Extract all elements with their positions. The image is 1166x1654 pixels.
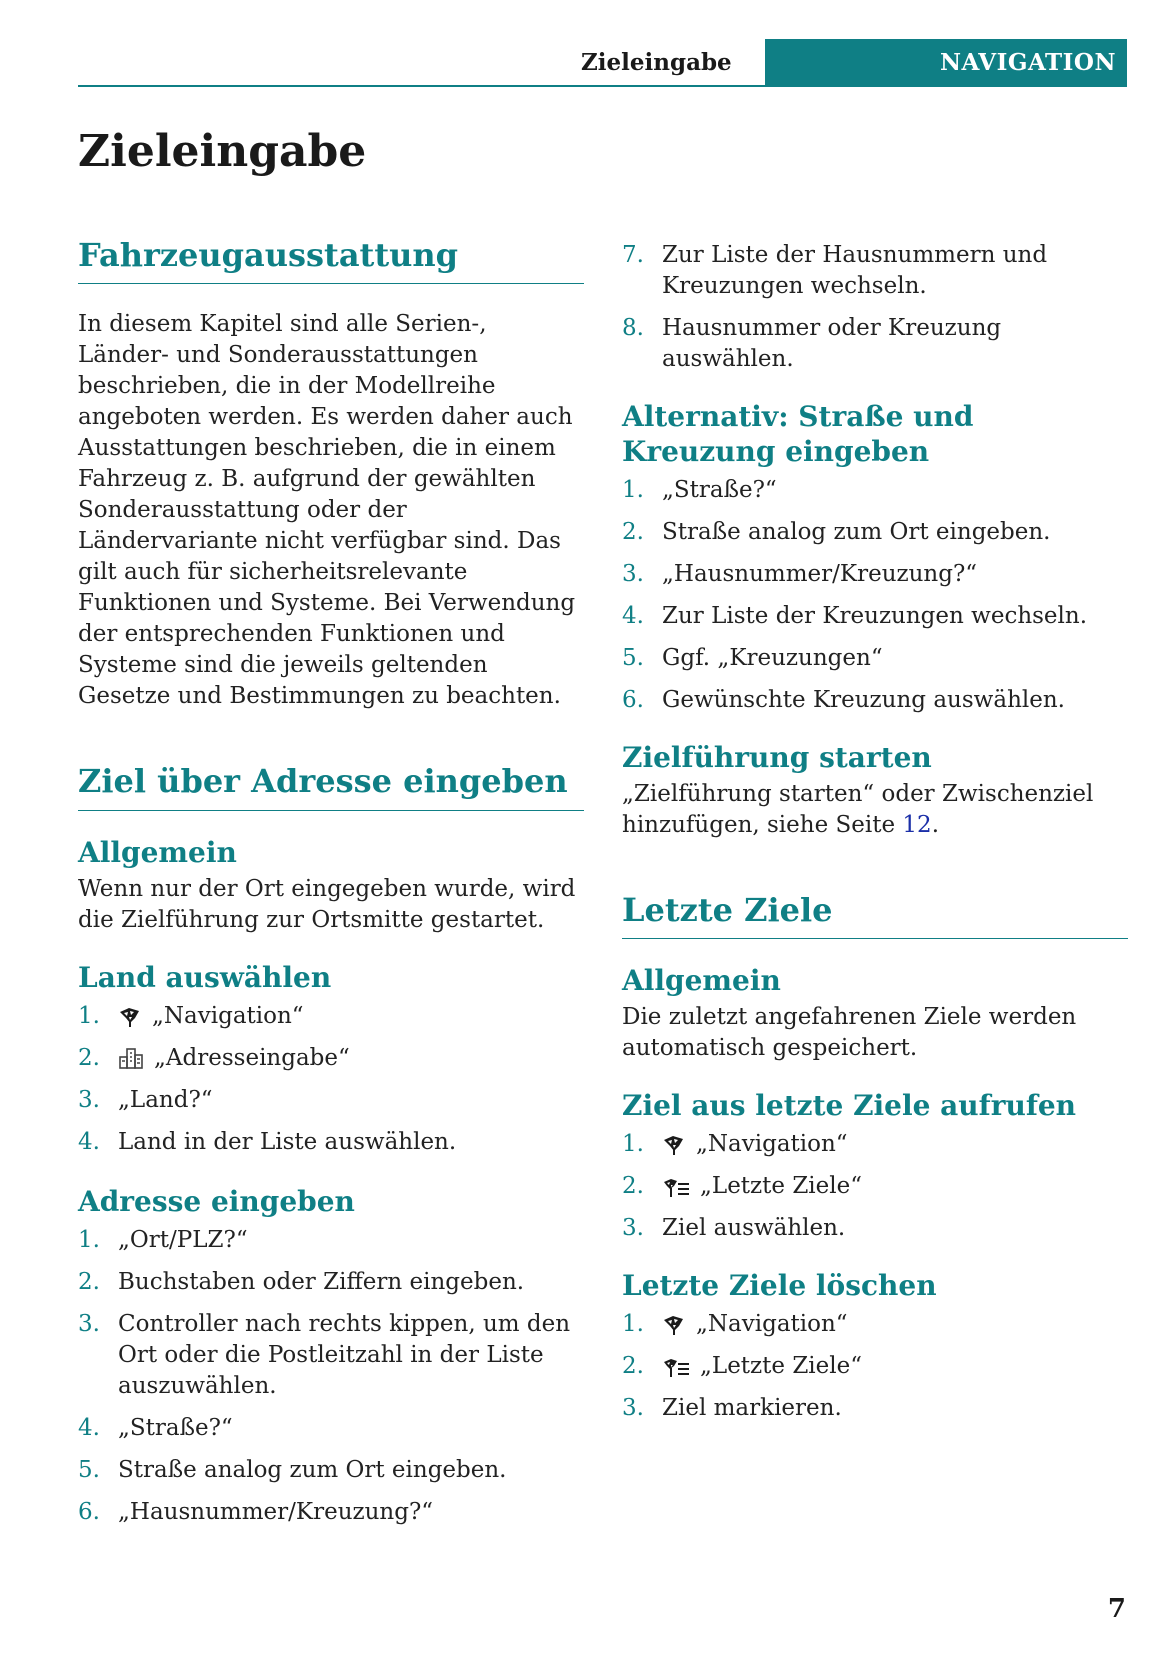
list-item bbox=[78, 1127, 584, 1158]
list-item bbox=[622, 643, 1128, 674]
list-item-number: 2. bbox=[622, 1173, 644, 1200]
list-item-text: Controller nach rechts kippen, um den Ort oder die Postleitzahl in der Liste auszuwählen. bbox=[118, 1310, 571, 1399]
allgemein-text: Wenn nur der Ort eingegeben wurde, wird die Zielführung zur Ortsmitte gestartet. bbox=[78, 875, 576, 933]
heading-letzte-allgemein: Allgemein bbox=[622, 964, 781, 998]
aufrufen-steps bbox=[622, 1129, 1128, 1244]
navigation-icon bbox=[118, 1006, 142, 1028]
heading-land-auswaehlen: Land auswählen bbox=[78, 960, 332, 994]
list-item-content bbox=[662, 1393, 1128, 1424]
heading-fahrzeugausstattung: Fahrzeugausstattung bbox=[78, 236, 584, 284]
list-item-text: „Ort/PLZ?“ bbox=[118, 1226, 248, 1253]
list-item-text: Ziel markieren. bbox=[662, 1395, 842, 1422]
list-item-content bbox=[662, 1129, 1128, 1160]
list-item-text: „Letzte Ziele“ bbox=[700, 1173, 862, 1200]
list-item-number: 6. bbox=[622, 687, 644, 713]
list-item-text: Straße analog zum Ort eingeben. bbox=[118, 1456, 507, 1483]
list-item bbox=[78, 1309, 584, 1402]
list-item-text: „Hausnummer/Kreuzung?“ bbox=[662, 561, 978, 587]
list-item bbox=[78, 1497, 584, 1528]
list-item-content bbox=[662, 1213, 1128, 1244]
list-item-text: „Adresseingabe“ bbox=[154, 1044, 350, 1071]
list-item bbox=[622, 1171, 1128, 1202]
list-item-text: Ggf. „Kreuzungen“ bbox=[662, 645, 883, 671]
list-item bbox=[622, 1393, 1128, 1424]
list-item-text: Ziel auswählen. bbox=[662, 1215, 846, 1242]
adresse-steps bbox=[78, 1225, 584, 1528]
heading-zielfuehrung: Zielführung starten bbox=[622, 741, 932, 774]
list-item-content bbox=[118, 1043, 584, 1074]
list-item-text: Zur Liste der Kreuzungen wechseln. bbox=[662, 603, 1088, 629]
list-item-text: Gewünschte Kreuzung auswählen. bbox=[662, 687, 1065, 713]
list-item-number: 2. bbox=[622, 1353, 644, 1380]
recent-destinations-icon bbox=[662, 1176, 690, 1198]
list-item-content bbox=[662, 240, 1128, 302]
recent-destinations-icon bbox=[662, 1356, 690, 1378]
list-item-number: 6. bbox=[78, 1498, 100, 1525]
list-item-text: „Navigation“ bbox=[696, 1131, 848, 1158]
list-item-number: 4. bbox=[78, 1128, 100, 1155]
list-item bbox=[78, 1413, 584, 1444]
navigation-icon bbox=[662, 1134, 686, 1156]
list-item bbox=[78, 1455, 584, 1486]
list-item-content bbox=[118, 1309, 584, 1402]
list-item-number: 3. bbox=[622, 1215, 644, 1242]
list-item-content bbox=[662, 517, 1128, 548]
list-item-number: 4. bbox=[78, 1414, 100, 1441]
list-item-text: Land in der Liste auswählen. bbox=[118, 1128, 457, 1155]
header-section-title: Zieleingabe bbox=[581, 49, 732, 76]
list-item-number: 3. bbox=[78, 1310, 100, 1337]
list-item-number: 8. bbox=[622, 315, 644, 341]
list-item-content bbox=[662, 1171, 1128, 1202]
header-rule bbox=[78, 85, 765, 87]
list-item-text: „Straße?“ bbox=[118, 1414, 233, 1441]
list-item-number: 5. bbox=[78, 1456, 100, 1483]
header-chapter-tab: NAVIGATION bbox=[765, 39, 1127, 87]
list-item bbox=[622, 517, 1128, 548]
list-item-content bbox=[662, 313, 1128, 375]
alternativ-steps bbox=[622, 475, 1128, 716]
list-item bbox=[78, 1225, 584, 1256]
list-item-text: „Letzte Ziele“ bbox=[700, 1353, 862, 1380]
list-item-content bbox=[118, 1001, 584, 1032]
list-item-content bbox=[662, 1351, 1128, 1382]
list-item bbox=[622, 240, 1128, 302]
list-item-content bbox=[118, 1085, 584, 1116]
list-item bbox=[622, 685, 1128, 716]
list-item bbox=[622, 313, 1128, 375]
list-item-text: „Hausnummer/Kreuzung?“ bbox=[118, 1498, 434, 1525]
list-item-number: 3. bbox=[78, 1086, 100, 1113]
heading-ziel-adresse: Ziel über Adresse eingeben bbox=[78, 762, 584, 810]
list-item-content bbox=[662, 685, 1128, 716]
list-item-text: Straße analog zum Ort eingeben. bbox=[662, 519, 1051, 545]
list-item-number: 7. bbox=[622, 242, 644, 268]
list-item-text: Buchstaben oder Ziffern eingeben. bbox=[118, 1268, 525, 1295]
list-item-number: 1. bbox=[622, 1311, 644, 1338]
list-item bbox=[622, 559, 1128, 590]
heading-adresse-eingeben: Adresse eingeben bbox=[78, 1184, 355, 1218]
list-item-text: Hausnummer oder Kreuzung auswählen. bbox=[662, 315, 1002, 372]
land-steps bbox=[78, 1001, 584, 1158]
list-item bbox=[622, 1309, 1128, 1340]
list-item-text: Zur Liste der Hausnummern und Kreuzungen wechseln. bbox=[662, 242, 1048, 299]
heading-ziel-aufrufen: Ziel aus letzte Ziele aufrufen bbox=[622, 1089, 1077, 1123]
loeschen-steps bbox=[622, 1309, 1128, 1424]
heading-letzte-ziele: Letzte Ziele bbox=[622, 891, 1128, 939]
list-item-number: 2. bbox=[78, 1044, 100, 1071]
list-item-text: „Navigation“ bbox=[696, 1311, 848, 1338]
list-item-content bbox=[662, 1309, 1128, 1340]
list-item-content bbox=[118, 1497, 584, 1528]
list-item-content bbox=[118, 1267, 584, 1298]
heading-alternativ: Alternativ: Straße und Kreuzung eingeben bbox=[622, 400, 974, 468]
list-item bbox=[622, 475, 1128, 506]
continued-steps bbox=[622, 240, 1128, 375]
list-item bbox=[622, 1213, 1128, 1244]
list-item-number: 1. bbox=[622, 477, 644, 503]
list-item-content bbox=[118, 1225, 584, 1256]
list-item-number: 1. bbox=[622, 1131, 644, 1158]
page-title: Zieleingabe bbox=[78, 126, 367, 177]
list-item bbox=[622, 1351, 1128, 1382]
list-item-content bbox=[662, 475, 1128, 506]
page-link-12[interactable]: 12 bbox=[902, 812, 932, 838]
address-input-icon bbox=[118, 1046, 144, 1070]
zielfuehrung-text-main: „Zielführung starten“ oder Zwischenziel hinzufügen, siehe Seite bbox=[622, 781, 1094, 838]
list-item-number: 1. bbox=[78, 1226, 100, 1253]
list-item-content bbox=[118, 1413, 584, 1444]
list-item bbox=[78, 1267, 584, 1298]
navigation-icon bbox=[662, 1314, 686, 1336]
zielfuehrung-text-end: . bbox=[931, 812, 939, 838]
list-item bbox=[78, 1085, 584, 1116]
list-item-content bbox=[118, 1455, 584, 1486]
heading-ziele-loeschen: Letzte Ziele löschen bbox=[622, 1269, 937, 1303]
page-number: 7 bbox=[1107, 1594, 1126, 1624]
list-item-number: 4. bbox=[622, 603, 644, 629]
list-item-number: 2. bbox=[78, 1268, 100, 1295]
list-item bbox=[622, 601, 1128, 632]
list-item-content bbox=[662, 601, 1128, 632]
list-item bbox=[78, 1001, 584, 1032]
list-item-number: 2. bbox=[622, 519, 644, 545]
zielfuehrung-text bbox=[622, 779, 1128, 841]
list-item-content bbox=[118, 1127, 584, 1158]
letzte-allgemein-text: Die zuletzt angefahrenen Ziele werden automatisch gespeichert. bbox=[622, 1004, 1077, 1062]
list-item-text: „Land?“ bbox=[118, 1086, 213, 1113]
heading-allgemein: Allgemein bbox=[78, 835, 237, 869]
list-item-content bbox=[662, 559, 1128, 590]
list-item-text: „Navigation“ bbox=[152, 1002, 304, 1029]
list-item-text: „Straße?“ bbox=[662, 477, 777, 503]
list-item bbox=[78, 1043, 584, 1074]
list-item-number: 1. bbox=[78, 1002, 100, 1029]
list-item-content bbox=[662, 643, 1128, 674]
right-column bbox=[622, 240, 1128, 1424]
list-item-number: 5. bbox=[622, 645, 644, 671]
list-item-number: 3. bbox=[622, 1395, 644, 1422]
fahrzeugausstattung-text: In diesem Kapitel sind alle Serien-, Länder- und Sonderausstattungen beschrieben, die in der Modellreihe angeboten werden. Es werden daher auch Ausstattungen beschrieben, die in einem Fahrzeug z. B. aufgrund der gewählten Sonderausstattung oder der Ländervariante nicht verfügbar sind. Das gilt auch für sicherheitsrelevante Funktionen und Systeme. Bei Verwendung der entsprechenden Funktionen und Systeme sind die jeweils geltenden Gesetze und Bestimmungen zu beachten. bbox=[78, 311, 576, 710]
left-column bbox=[78, 236, 584, 1528]
list-item bbox=[622, 1129, 1128, 1160]
list-item-number: 3. bbox=[622, 561, 644, 587]
